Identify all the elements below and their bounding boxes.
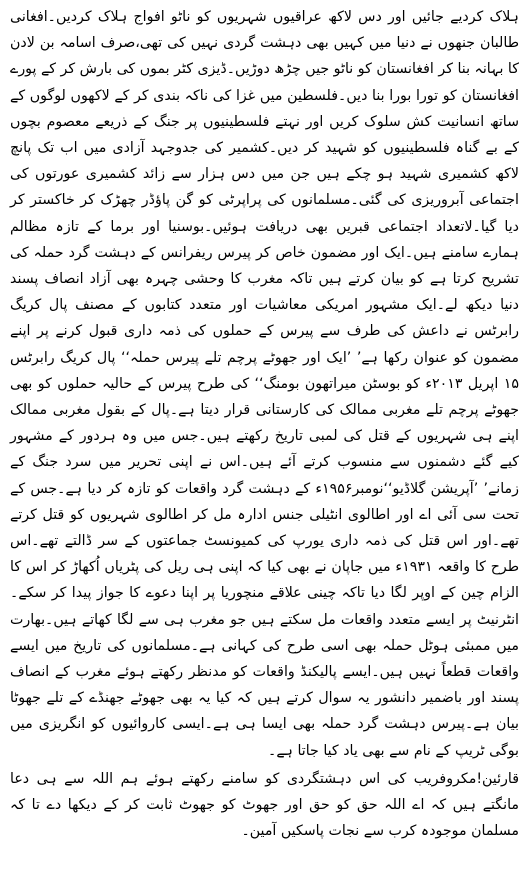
article-body-paragraph: ہلاک کردیے جائیں اور دس لاکھ عراقیوں شہریوں کو ناٹو افواج ہلاک کردیں۔افغانی طالبان جنھوں نے دنیا میں کہیں بھی دہشت گردی نہیں کی تھی،صرف اسامہ بن لادن کا بہانہ بنا کر افغانستان کو ناٹو جیں چڑھ دوڑیں۔ڈیزی کٹر بموں کی بارش کر کے پورے افغانستان کو تورا بورا بنا دیں۔فلسطین میں غزا کی ناکہ بندی کر کے لاکھوں لوگوں کے ساتھ انسانیت کش سلوک کریں اور نہتے فلسطینیوں پر جنگ کے ذریعے معصوم بچوں کے بے گناہ فلسطینیوں کو شہید کر دیں۔کشمیر کی جدوجہد آزادی میں اب تک پانچ لاکھ کشمیری شہید ہو چکے ہیں جن میں دس ہزار سے زائد کشمیری عورتوں کی اجتماعی آبروریزی کی گئی۔مسلمانوں کی پراپرٹی کو گن پاؤڈر چھڑک کر خاکستر کر دیا گیا۔لاتعداد اجتماعی قبریں بھی دریافت ہوئیں۔بوسنیا اور برما کے تازہ مظالم ہمارے سامنے ہیں۔ایک اور مضمون خاص کر پیرس ریفرانس کے دہشت گرد حملہ کی تشریح کرتا ہے کو بیان کرتے ہیں تاکہ مغرب کا وحشی چہرہ بھی آزاد انصاف پسند دنیا دیکھ لے۔ایک مشہور امریکی معاشیات اور متعدد کتابوں کے مصنف پال کریگ رابرٹس نے داعش کی طرف سے پیرس کے حملوں کی ذمہ داری قبول کرنے پر اپنے مضمون کو عنوان رکھا ہے’ ’ایک اور جھوٹے پرچم تلے پیرس حملہ‘‘ پال کریگ رابرٹس ۱۵ اپریل ۲۰۱۳ء کو بوسٹن میراتھون بومنگ‘‘ کی طرح پیرس کے حالیہ حملوں کو بھی جھوٹے پرچم تلے مغربی ممالک کی کارستانی قرار دیتا ہے۔پال کے بقول مغربی ممالک اپنے ہی شہریوں کے قتل کی لمبی تاریخ رکھتے ہیں۔جس میں وہ ہردور کے مشہور کیے گئے دشمنوں سے منسوب کرتے آئے ہیں۔اس نے اپنی تحریر میں سرد جنگ کے زمانے’ ’آپریشن گلاڈیو‘‘نومبر۱۹۵۶ء کے دہشت گرد واقعات کو تازہ کر دیا ہے۔جس کے تحت سی آئی اے اور اطالوی انٹیلی جنس ادارہ مل کر اطالوی شہریوں کو قتل کرتے تھے۔اور اس قتل کی ذمہ داری یورپ کی کمیونسٹ جماعتوں کے سر ڈالتے تھے۔اس طرح کا واقعہ ۱۹۳۱ء میں جاپان نے بھی کیا کہ اپنی ہی ریل کی پٹریاں اُکھاڑ کر اس کا الزام چین کے اوپر لگا دیا تاکہ چینی علاقے منچوریا پر اپنا دعوے کا جواز پیدا کر سکے۔انٹرنیٹ پر ایسے متعدد واقعات مل سکتے ہیں جو مغرب ہی سے لگا کھاتے ہیں۔بھارت میں ممبئی ہوٹل حملہ بھی اسی طرح کی کہانی ہے۔مسلمانوں کی تاریخ میں ایسے واقعات قطعاً نہیں ہیں۔ایسے پالیکنڈ واقعات کو مدنظر رکھتے ہوئے مغرب کے انصاف پسند اور باضمیر دانشور یہ سوال کرتے ہیں کہ کیا یہ بھی جھوٹے جھنڈے کے تلے جھوٹا بیان ہے۔پیرس دہشت گرد حملہ بھی ایسا ہی ہے۔ایسی کاروائیوں کو انگریزی میں بوگی ٹریپ کے نام سے بھی یاد کیا جاتا ہے۔ — [10, 9, 519, 759]
article-closing-paragraph: قارئین!مکروفریب کی اس دہشتگردی کو سامنے رکھتے ہوئے ہم اللہ سے ہی دعا مانگتے ہیں کہ اے اللہ حق کو حق اور جھوٹ کو جھوٹ ثابت کر کے دیکھا دے تا کہ مسلمان موجودہ کرب سے نجات پاسکیں آمین۔ — [10, 770, 519, 840]
